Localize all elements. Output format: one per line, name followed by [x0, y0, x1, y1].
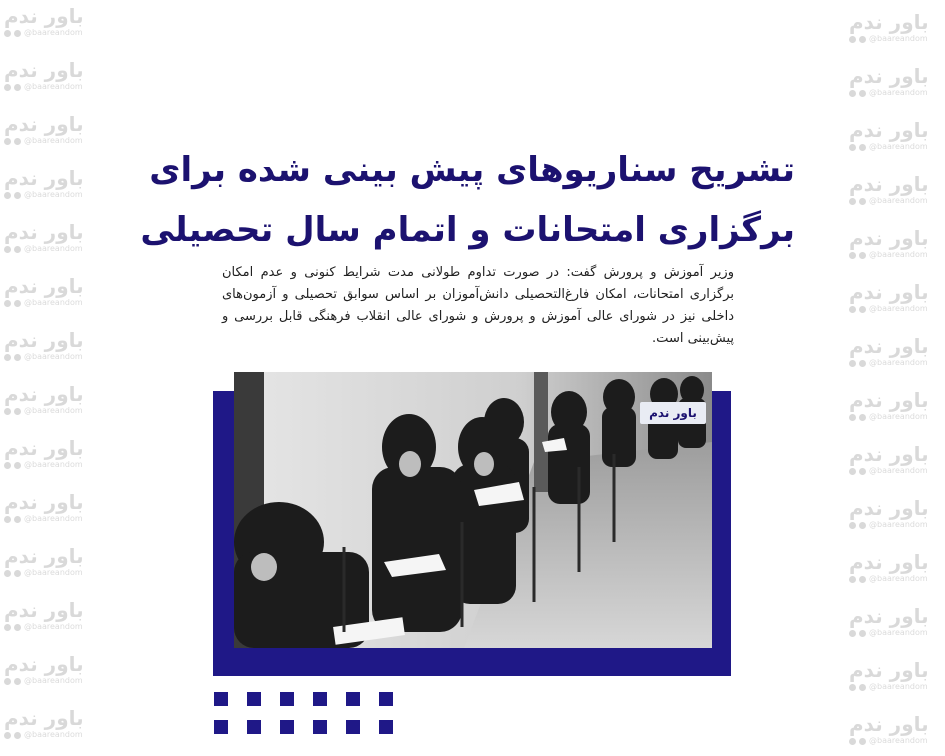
decorative-dot — [280, 720, 294, 734]
social-icon — [849, 144, 856, 151]
social-icon — [859, 90, 866, 97]
brand-logo-badge: باور ندم — [640, 402, 706, 424]
decorative-dot — [247, 692, 261, 706]
social-icon — [4, 732, 11, 739]
watermark-logo: باور ندم @baareandom — [849, 658, 929, 691]
watermark-logo: باور ندم @baareandom — [849, 10, 929, 43]
social-icon — [849, 360, 856, 367]
social-icon — [859, 144, 866, 151]
social-icon — [849, 576, 856, 583]
social-icon — [14, 84, 21, 91]
social-icon — [849, 468, 856, 475]
social-icon — [14, 516, 21, 523]
social-icon — [14, 408, 21, 415]
social-icon — [14, 462, 21, 469]
watermark-logo: باور ندم @baareandom — [849, 226, 929, 259]
decorative-dot — [313, 720, 327, 734]
watermark-logo: باور ندم @baareandom — [4, 706, 84, 739]
social-icon — [859, 468, 866, 475]
social-icon — [4, 408, 11, 415]
watermark-logo: باور ندم @baareandom — [849, 118, 929, 151]
social-icon — [14, 570, 21, 577]
social-icon — [859, 360, 866, 367]
social-icon — [849, 630, 856, 637]
watermark-logo: باور ندم @baareandom — [4, 4, 84, 37]
decorative-dot — [346, 692, 360, 706]
social-icon — [14, 624, 21, 631]
watermark-logo: باور ندم @baareandom — [4, 436, 84, 469]
social-icon — [4, 138, 11, 145]
social-icon — [859, 738, 866, 745]
watermark-logo: باور ندم @baareandom — [4, 598, 84, 631]
social-icon — [14, 30, 21, 37]
decorative-dot — [346, 720, 360, 734]
watermark-logo: باور ندم @baareandom — [4, 274, 84, 307]
social-icon — [4, 678, 11, 685]
social-icon — [4, 192, 11, 199]
social-icon — [849, 90, 856, 97]
decorative-dot — [280, 692, 294, 706]
social-icon — [859, 522, 866, 529]
headline — [140, 140, 795, 260]
social-icon — [849, 738, 856, 745]
social-icon — [4, 246, 11, 253]
watermark-logo: باور ندم @baareandom — [849, 334, 929, 367]
social-icon — [859, 198, 866, 205]
social-icon — [4, 30, 11, 37]
decorative-dot — [214, 692, 228, 706]
watermark-column-left — [0, 0, 100, 756]
watermark-logo: باور ندم @baareandom — [849, 64, 929, 97]
social-icon — [14, 678, 21, 685]
watermark-logo: باور ندم @baareandom — [849, 280, 929, 313]
social-icon — [4, 84, 11, 91]
watermark-logo: باور ندم @baareandom — [4, 58, 84, 91]
social-icon — [4, 570, 11, 577]
watermark-logo: باور ندم @baareandom — [4, 220, 84, 253]
decorative-dot — [214, 720, 228, 734]
watermark-logo: باور ندم @baareandom — [849, 604, 929, 637]
social-icon — [4, 624, 11, 631]
social-icon — [849, 414, 856, 421]
social-icon — [859, 684, 866, 691]
social-icon — [4, 516, 11, 523]
watermark-column-right — [845, 0, 945, 756]
watermark-logo: باور ندم @baareandom — [849, 172, 929, 205]
social-icon — [4, 300, 11, 307]
decorative-dot — [247, 720, 261, 734]
social-icon — [849, 252, 856, 259]
watermark-logo: باور ندم @baareandom — [849, 496, 929, 529]
watermark-logo: باور ندم @baareandom — [849, 712, 929, 745]
social-icon — [859, 414, 866, 421]
watermark-logo: باور ندم @baareandom — [4, 112, 84, 145]
social-icon — [849, 36, 856, 43]
social-icon — [849, 306, 856, 313]
watermark-logo: باور ندم @baareandom — [849, 388, 929, 421]
watermark-logo: باور ندم @baareandom — [4, 490, 84, 523]
summary-paragraph: وزیر آموزش و پرورش گفت: در صورت تداوم طولانی مدت شرایط کنونی و عدم امکان برگزاری امتحانات، امکان فارغ‌التحصیلی دانش‌آموزان بر اساس سوابق تحصیلی و آزمون‌های داخلی نیز در شورای عالی آموزش و پرورش و شورای عالی انقلاب فرهنگی قابل بررسی و پیش‌بینی است. — [222, 265, 734, 346]
decorative-dot — [379, 720, 393, 734]
social-icon — [14, 354, 21, 361]
watermark-logo: باور ندم @baareandom — [4, 652, 84, 685]
social-icon — [849, 522, 856, 529]
decorative-dot — [313, 692, 327, 706]
social-icon — [849, 198, 856, 205]
social-icon — [4, 354, 11, 361]
watermark-logo: باور ندم @baareandom — [849, 550, 929, 583]
watermark-logo: باور ندم @baareandom — [4, 328, 84, 361]
social-icon — [14, 246, 21, 253]
social-icon — [14, 300, 21, 307]
social-icon — [859, 306, 866, 313]
social-icon — [14, 732, 21, 739]
headline-line-2: برگزاری امتحانات و اتمام سال تحصیلی — [140, 210, 795, 250]
watermark-logo: باور ندم @baareandom — [4, 166, 84, 199]
social-icon — [859, 36, 866, 43]
social-icon — [14, 192, 21, 199]
social-icon — [859, 252, 866, 259]
watermark-logo: باور ندم @baareandom — [4, 544, 84, 577]
social-icon — [4, 462, 11, 469]
social-icon — [14, 138, 21, 145]
social-icon — [849, 684, 856, 691]
decorative-dot — [379, 692, 393, 706]
watermark-logo: باور ندم @baareandom — [4, 382, 84, 415]
social-icon — [859, 576, 866, 583]
watermark-logo: باور ندم @baareandom — [849, 442, 929, 475]
social-icon — [859, 630, 866, 637]
headline-line-1: تشریح سناریوهای پیش بینی شده برای — [149, 150, 795, 190]
